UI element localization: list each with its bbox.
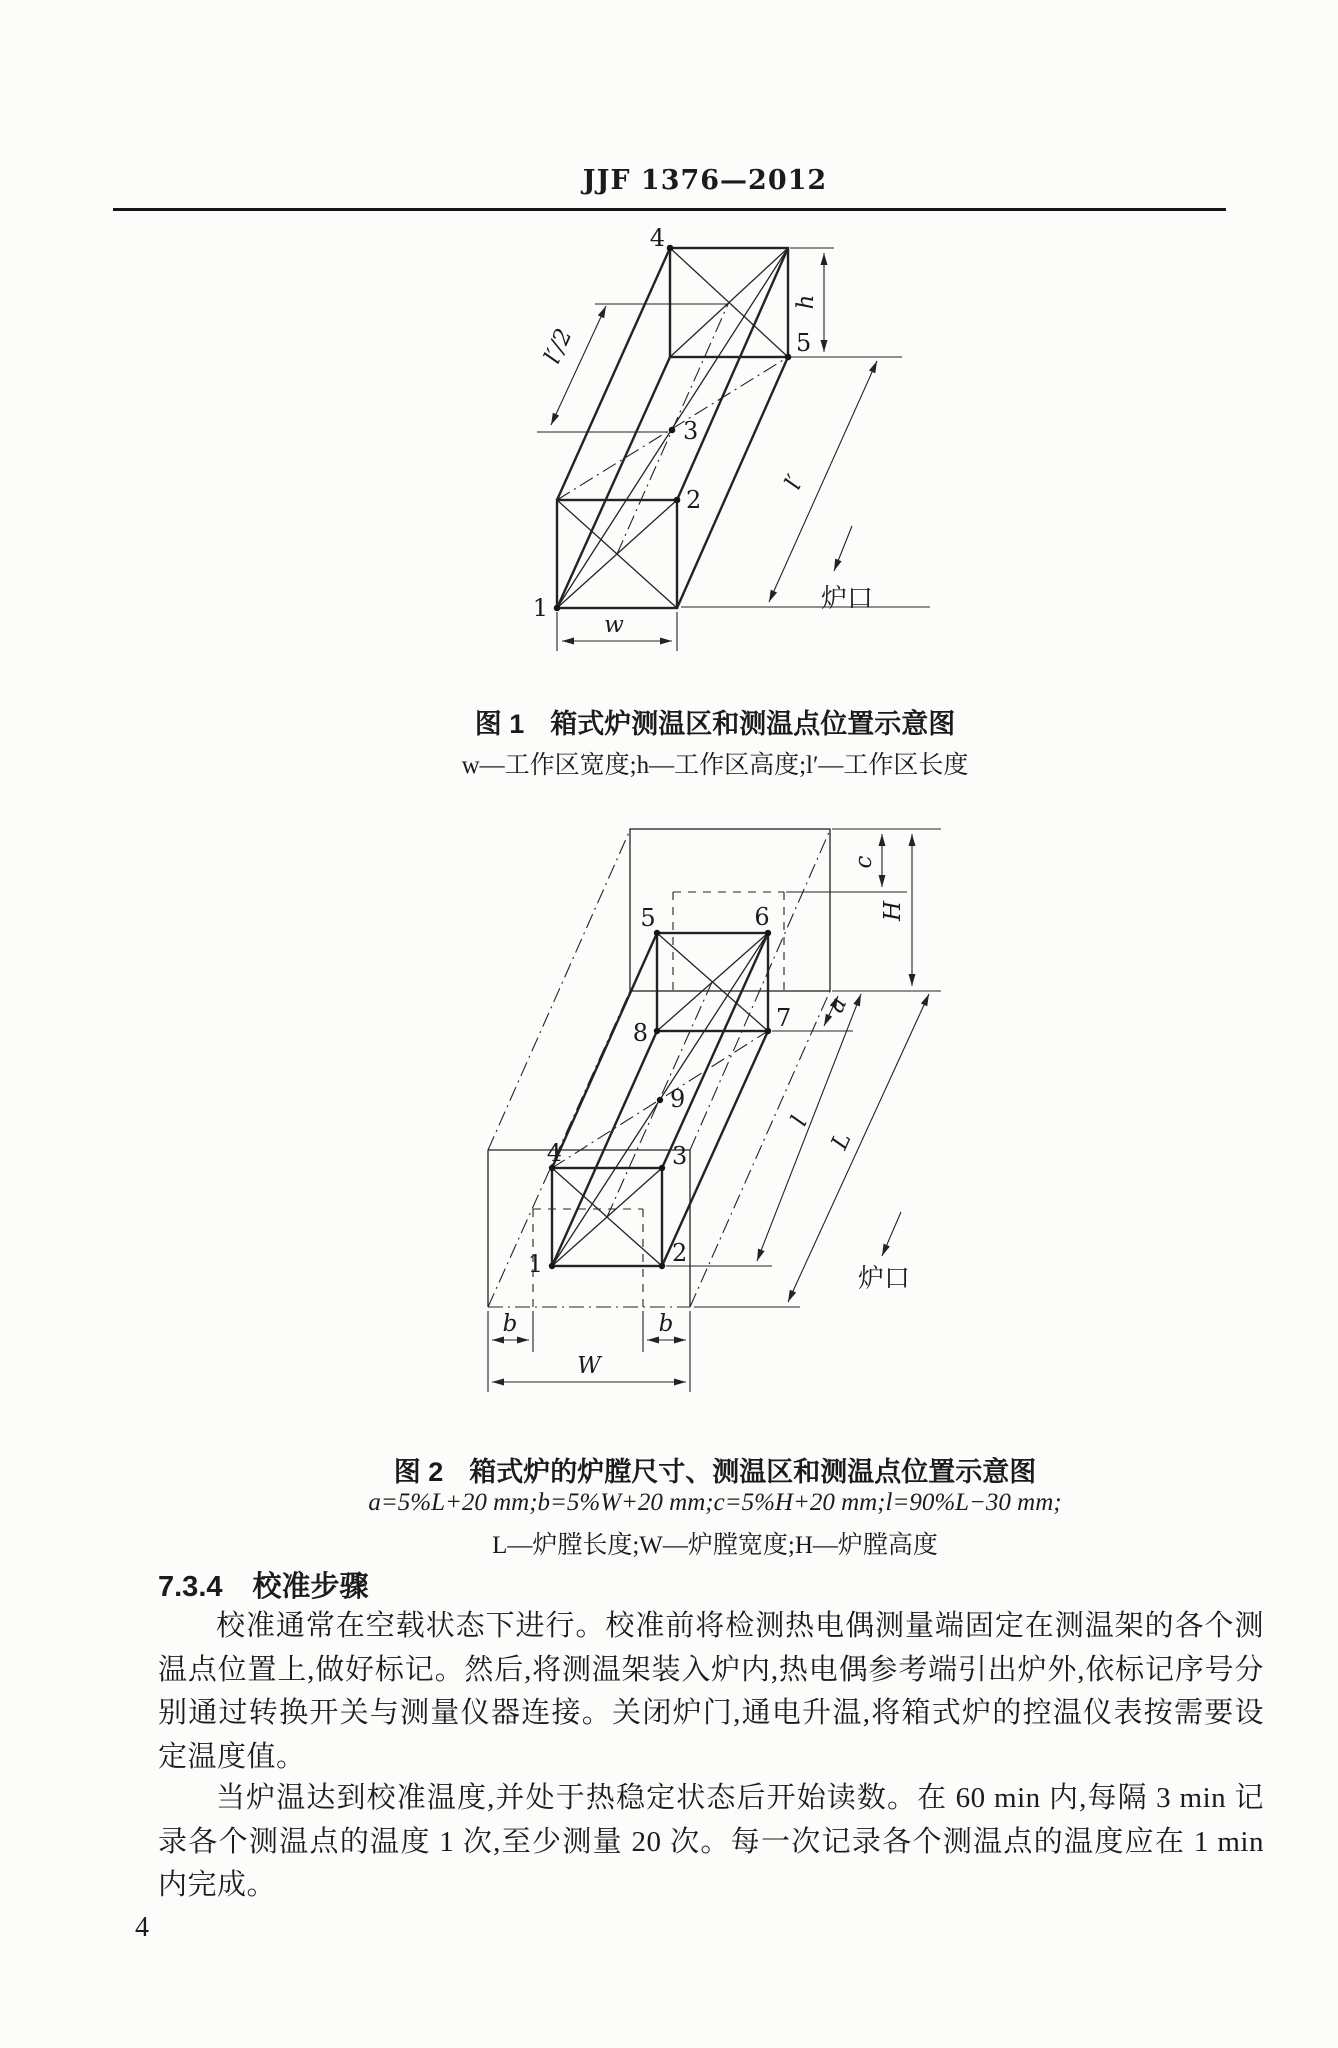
figure2-caption-label: 图 2 (393, 1457, 444, 1487)
figure2-legend: L—炉膛长度;W—炉膛宽度;H—炉膛高度 (492, 1532, 938, 1559)
figure2-caption (95, 1450, 1335, 1489)
section-heading (158, 1564, 369, 1605)
fig2-furnace-mouth-arrow-icon (882, 1212, 901, 1256)
header-rule (113, 208, 1226, 211)
figure1-diagram (400, 215, 960, 685)
fig2-point-label-5: 5 (640, 904, 656, 932)
page-header: JJF 1376—2012 (582, 165, 828, 196)
fig2-point-label-7: 7 (776, 1004, 792, 1032)
figure1-caption (95, 702, 1335, 741)
fig1-dimension-lines (551, 253, 877, 641)
fig2-furnace-mouth-label: 炉口 (858, 1264, 911, 1293)
fig2-point-label-6: 6 (754, 903, 770, 931)
fig2-chamber-edges (488, 829, 830, 1307)
figure1-legend: w—工作区宽度;h—工作区高度;l′—工作区长度 (461, 752, 969, 779)
fig2-dim-b-right: b (658, 1311, 674, 1337)
paragraph-2: 当炉温达到校准温度,并处于热稳定状态后开始读数。在 60 min 内,每隔 3 min 记录各个测温点的温度 1 次,至少测量 20 次。每一次记录各个测温点的温度应在 1 min 内完成。 (158, 1782, 1264, 1901)
fig1-dim-half-length: l′/2 (539, 324, 578, 368)
fig2-dim-c: c (851, 855, 877, 869)
fig2-dim-L: L (826, 1128, 857, 1154)
fig1-dim-length: l′ (780, 471, 810, 494)
fig1-point-label-4: 4 (649, 224, 665, 252)
fig2-dimension-lines (492, 834, 929, 1382)
fig2-dim-H: H (880, 900, 906, 922)
figure2-caption-text: 箱式炉的炉膛尺寸、测温区和测温点位置示意图 (469, 1457, 1037, 1487)
fig2-point-label-8: 8 (632, 1019, 648, 1047)
fig2-point-label-1: 1 (527, 1250, 543, 1278)
section-number: 7.3.4 (158, 1571, 223, 1603)
fig1-furnace-mouth-arrow-icon (834, 526, 852, 571)
fig2-dim-l: l (786, 1112, 813, 1130)
paragraph-1: 校准通常在空载状态下进行。校准前将检测热电偶测量端固定在测温架的各个测温点位置上,做好标记。然后,将测温架装入炉内,热电偶参考端引出炉外,依标记序号分别通过转换开关与测量仪器连接。关闭炉门,通电升温,将箱式炉的控温仪表按需要设定温度值。 (158, 1610, 1264, 1773)
page-number: 4 (135, 1912, 149, 1943)
fig2-dim-W: W (577, 1353, 601, 1379)
fig1-point-label-2: 2 (686, 486, 702, 514)
fig2-point-label-4: 4 (546, 1139, 562, 1167)
fig1-point-label-1: 1 (532, 594, 548, 622)
fig1-point-label-3: 3 (683, 417, 699, 445)
fig1-dim-width: w (604, 612, 624, 638)
fig2-point-label-2: 2 (672, 1239, 688, 1267)
figure2-diagram (450, 815, 970, 1415)
figure1-caption-label: 图 1 (474, 709, 525, 739)
fig2-point-label-9: 9 (670, 1085, 686, 1113)
fig1-furnace-mouth-label: 炉口 (821, 584, 874, 613)
figure2-formula: a=5%L+20 mm;b=5%W+20 mm;c=5%H+20 mm;l=90%L−30 mm; (368, 1489, 1062, 1516)
fig2-extension-lines (488, 829, 941, 1392)
fig1-point-label-5: 5 (796, 329, 812, 357)
fig2-dim-a: a (822, 993, 853, 1017)
fig2-point-label-3: 3 (672, 1142, 688, 1170)
section-title: 校准步骤 (252, 1571, 369, 1603)
fig2-dim-b-left: b (502, 1311, 518, 1337)
fig1-dim-height: h (793, 294, 819, 310)
figure1-caption-text: 箱式炉测温区和测温点位置示意图 (550, 709, 956, 739)
